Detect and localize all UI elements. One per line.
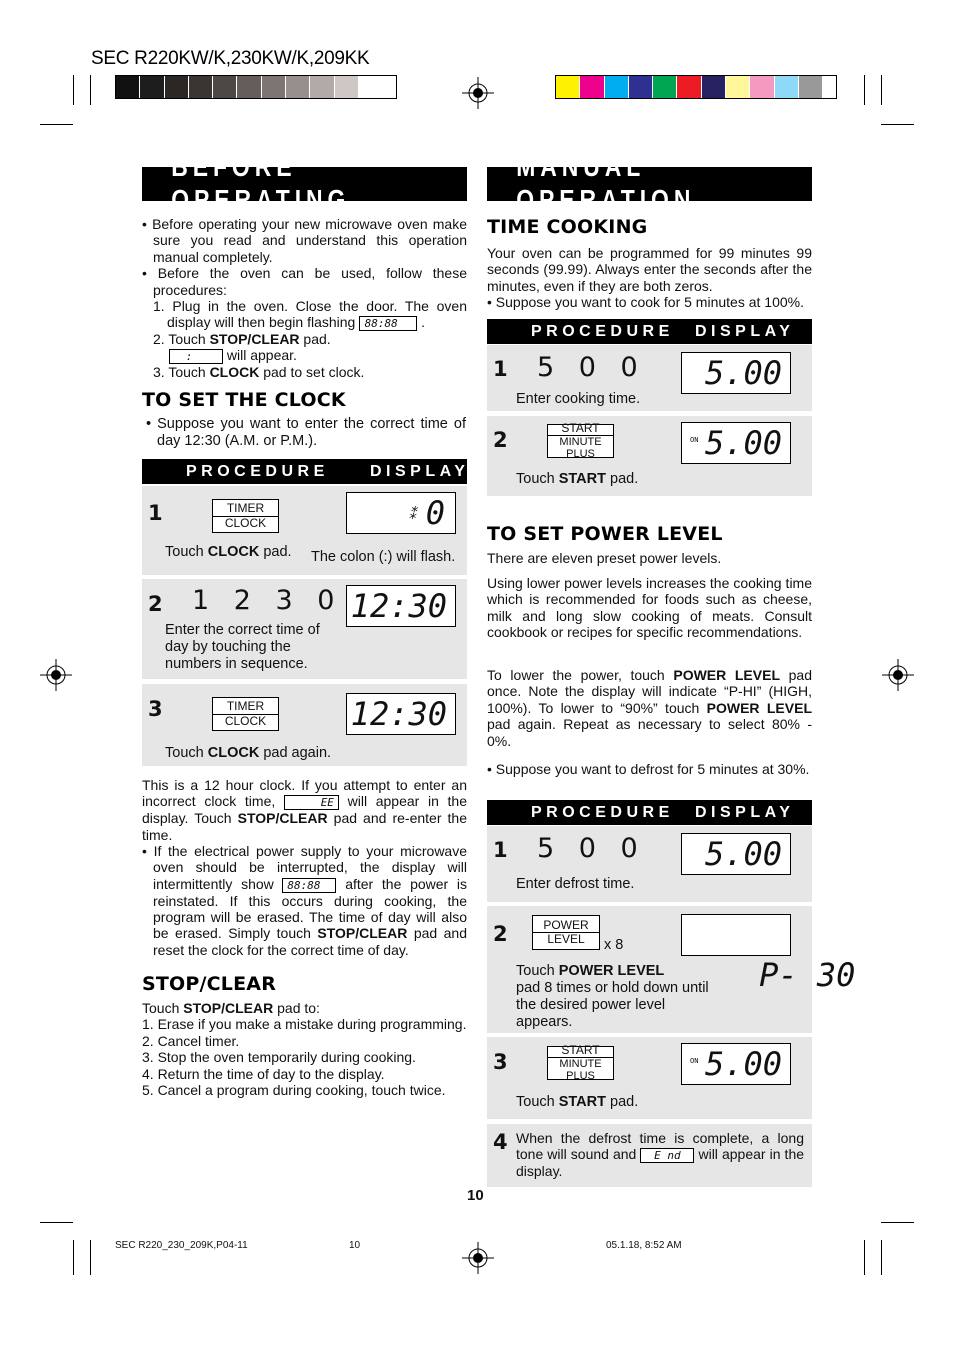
color-swatch	[335, 76, 359, 98]
clock-step-3	[142, 684, 467, 766]
step-note: The colon (:) will flash.	[311, 549, 456, 565]
power-level-heading: TO SET POWER LEVEL	[487, 523, 723, 545]
page-number: 10	[467, 1187, 484, 1204]
on-indicator: ON	[690, 436, 699, 444]
lcd-display: ON 5.00	[681, 1043, 791, 1085]
clock-step-2	[142, 579, 467, 679]
power-level-para-2: Using lower power levels increases the cooking time which is recommended for foods such as cheese, milk and long slow cooking of meats. Consult cookbook or recipes for specific recommendations.	[487, 575, 812, 641]
color-swatch	[116, 76, 140, 98]
on-indicator: ON	[690, 1057, 699, 1065]
lcd-display: P- 30	[681, 914, 791, 956]
lcd-display: ON 5.00	[681, 422, 791, 464]
color-swatch	[310, 76, 334, 98]
number-keys: 5 0 0	[537, 352, 646, 383]
document-title: SEC R220KW/K,230KW/K,209KK	[91, 48, 370, 69]
start-minute-plus-pad[interactable]: START MINUTE PLUS	[547, 424, 614, 458]
stop-clear-intro: Touch STOP/CLEAR pad to:	[142, 1000, 320, 1016]
color-swatch	[605, 76, 629, 98]
time-cooking-bullet: • Suppose you want to cook for 5 minutes at 100%.	[487, 294, 804, 310]
color-swatch	[775, 76, 799, 98]
registration-mark-icon	[882, 659, 914, 691]
defrost-step-4	[487, 1124, 812, 1187]
step-caption: When the defrost time is complete, a long tone will sound and E nd will appear in the display.	[516, 1130, 805, 1180]
mini-display: 88:88	[282, 878, 336, 893]
color-swatch	[629, 76, 653, 98]
lcd-display: 12:30	[346, 693, 456, 735]
color-swatch	[580, 76, 604, 98]
gray-scale-color-bar	[115, 75, 397, 99]
time-step-2	[487, 416, 812, 496]
footer-page: 10	[349, 1240, 361, 1251]
step-caption: Touch START pad.	[516, 1094, 639, 1110]
lcd-display: 5.00	[681, 352, 791, 394]
intro-section	[142, 216, 467, 381]
stop-clear-item: 2. Cancel timer.	[142, 1032, 240, 1049]
step-caption: Touch POWER LEVEL pad 8 times or hold down until the desired power level appears.	[516, 963, 709, 1030]
power-level-pad[interactable]: POWER LEVEL	[532, 915, 600, 950]
intro-bullet: • Before operating your new microwave oven make sure you read and understand this operation manual completely.	[142, 216, 467, 265]
step-number: 4	[493, 1130, 508, 1154]
timer-clock-pad[interactable]: TIMER CLOCK	[212, 697, 279, 731]
color-swatch	[702, 76, 726, 98]
lcd-display: ⁑ 0	[346, 492, 456, 534]
color-swatch	[213, 76, 237, 98]
step-number: 2	[493, 922, 508, 946]
power-level-para-1: There are eleven preset power levels.	[487, 550, 722, 566]
intro-step-3: 3. Touch CLOCK pad to set clock.	[153, 364, 365, 381]
step-number: 1	[148, 501, 163, 525]
color-swatch	[750, 76, 774, 98]
power-interrupt-bullet: • If the electrical power supply to your microwave oven should be interrupted, the display will intermittently show 88:88 after the power is reinstated. If this occurs during cooking, the program will be erased. The time of day will also be erased. Simply touch STOP/CLEAR pad and reset the clock for the correct time of day.	[142, 843, 468, 958]
color-swatch	[237, 76, 261, 98]
lcd-display: 12:30	[346, 585, 456, 627]
defrost-step-3	[487, 1037, 812, 1119]
color-swatch	[799, 76, 823, 98]
intro-step-1: 1. Plug in the oven. Close the door. The oven display will then begin flashing 88:88 .	[153, 297, 467, 331]
clock-step-1	[142, 486, 467, 575]
intro-bullet: • Before the oven can be used, follow these procedures:	[142, 265, 467, 298]
color-swatch	[189, 76, 213, 98]
intro-step-2: 2. Touch STOP/CLEAR pad. : will appear.	[153, 331, 331, 364]
clock-bullet: • Suppose you want to enter the correct time of day 12:30 (A.M. or P.M.).	[146, 416, 466, 449]
time-cooking-heading: TIME COOKING	[487, 216, 648, 238]
lcd-display: 5.00	[681, 833, 791, 875]
color-swatch	[165, 76, 189, 98]
number-keys: 1 2 3 0	[192, 585, 343, 616]
stop-clear-item: 3. Stop the oven temporarily during cooking.	[142, 1049, 416, 1066]
color-swatch	[556, 76, 580, 98]
registration-mark-icon	[462, 1242, 494, 1274]
step-caption: Touch CLOCK pad.	[165, 544, 292, 560]
color-swatch	[359, 76, 383, 98]
color-swatch	[286, 76, 310, 98]
color-swatch	[140, 76, 164, 98]
footer-date: 05.1.18, 8:52 AM	[606, 1240, 682, 1251]
before-operating-banner: BEFORE OPERATING	[142, 167, 467, 201]
step-caption: Touch START pad.	[516, 471, 639, 487]
step-number: 2	[493, 428, 508, 452]
step-number: 2	[148, 592, 163, 616]
procedure-display-bar: PROCEDURE DISPLAY	[487, 319, 812, 344]
defrost-step-1	[487, 826, 812, 902]
step-number: 3	[148, 697, 163, 721]
registration-mark-icon	[40, 659, 72, 691]
mini-display: :	[169, 349, 223, 364]
number-keys: 5 0 0	[537, 833, 646, 864]
step-number: 1	[493, 357, 508, 381]
set-clock-heading: TO SET THE CLOCK	[142, 389, 346, 411]
registration-mark-icon	[462, 77, 494, 109]
stop-clear-section	[142, 1000, 467, 1098]
color-swatch	[677, 76, 701, 98]
mini-display: 88:88	[359, 316, 417, 331]
defrost-bullet: • Suppose you want to defrost for 5 minutes at 30%.	[487, 761, 810, 777]
mini-display: E nd	[640, 1148, 694, 1163]
stop-clear-heading: STOP/CLEAR	[142, 973, 277, 995]
stop-clear-item: 1. Erase if you make a mistake during programming.	[142, 1016, 467, 1033]
color-swatch	[726, 76, 750, 98]
step-caption: Touch CLOCK pad again.	[165, 745, 332, 761]
step-number: 3	[493, 1050, 508, 1074]
color-swatch	[653, 76, 677, 98]
step-caption: Enter cooking time.	[516, 391, 641, 407]
step-caption: Enter defrost time.	[516, 876, 635, 892]
time-step-1	[487, 345, 812, 411]
clock-note: This is a 12 hour clock. If you attempt to enter an incorrect clock time, EE will appear in the display. Touch STOP/CLEAR pad and re-enter the time.	[142, 777, 468, 843]
step-number: 1	[493, 838, 508, 862]
color-swatch	[262, 76, 286, 98]
repeat-count: x 8	[604, 937, 624, 953]
manual-operation-banner: MANUAL OPERATION	[487, 167, 812, 201]
time-cooking-para: Your oven can be programmed for 99 minutes 99 seconds (99.99). Always enter the seconds after the minutes, even if they are both zeros.	[487, 245, 812, 294]
stop-clear-item: 4. Return the time of day to the display.	[142, 1065, 385, 1082]
procedure-display-bar: PROCEDURE DISPLAY	[142, 459, 467, 484]
flashing-colon-icon: ⁑	[408, 507, 416, 523]
timer-clock-pad[interactable]: TIMER CLOCK	[212, 499, 279, 533]
footer-file: SEC R220_230_209K,P04-11	[115, 1240, 248, 1251]
power-level-para-3: To lower the power, touch POWER LEVEL pad once. Note the display will indicate “P-HI” (HIGH, 100%). To lower to “90%” touch POWER LEVEL pad again. Repeat as necessary to select 80% - 0%.	[487, 667, 813, 749]
defrost-step-2	[487, 906, 856, 1033]
step-caption: Enter the correct time of day by touching the numbers in sequence.	[165, 622, 320, 672]
start-minute-plus-pad[interactable]: START MINUTE PLUS	[547, 1046, 614, 1080]
color-registration-bar	[555, 75, 837, 99]
stop-clear-item: 5. Cancel a program during cooking, touch twice.	[142, 1081, 446, 1098]
mini-display: EE	[284, 795, 339, 810]
procedure-display-bar: PROCEDURE DISPLAY	[487, 800, 812, 825]
